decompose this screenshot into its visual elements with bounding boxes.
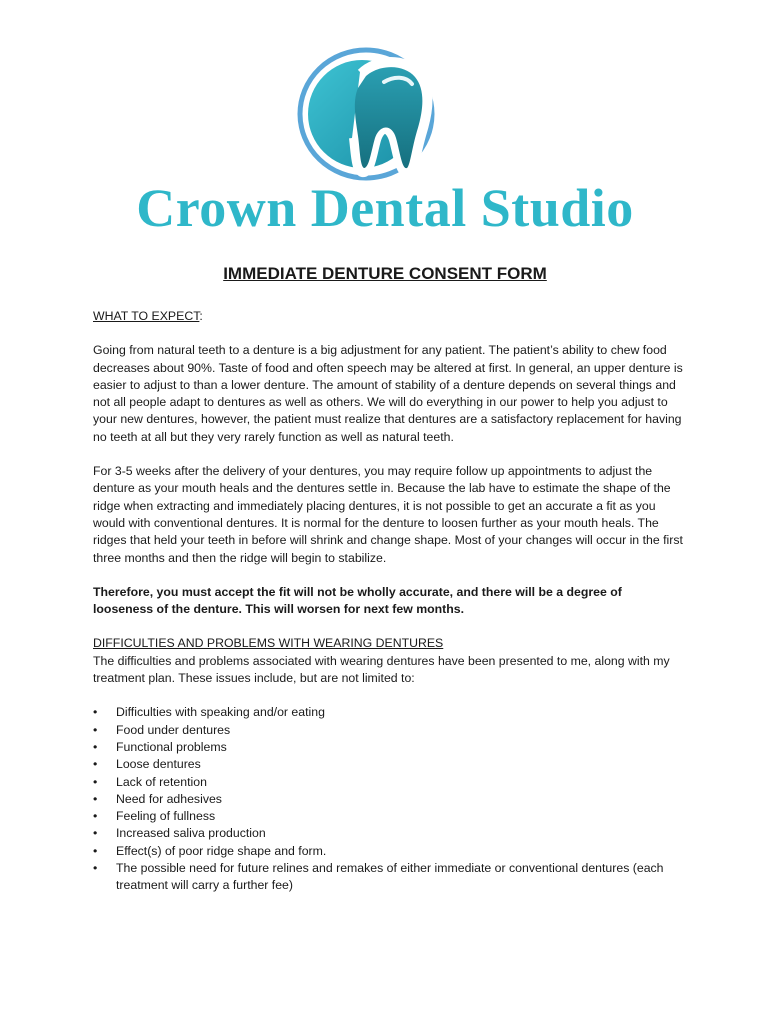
paragraph-follow-up: For 3-5 weeks after the delivery of your dentures, you may require follow up appointments to adjust the denture as your mouth heals and the dentures settle in. Because the lab have to estimate the shape of the ridge when extracting and immediately placing dentures, it is not possible to get an accurate a fit as you would with conventional dentures. It is normal for the denture to loosen further as your mouth heals. The ridges that held your teeth in before will shrink and change shape. Most of your changes will occur in the first three months and then the ridge will begin to stabilize. xyxy=(93,464,683,565)
list-item xyxy=(93,774,683,791)
list-item xyxy=(93,704,683,721)
list-item xyxy=(93,791,683,808)
issue-text: The possible need for future relines and remakes of either immediate or conventional dentures (each treatment will carry a further fee) xyxy=(116,861,664,893)
issue-text: Increased saliva production xyxy=(116,826,266,841)
issues-list xyxy=(93,704,683,894)
bullet: • xyxy=(93,739,98,754)
issue-text: Food under dentures xyxy=(116,722,231,737)
bullet: • xyxy=(93,861,98,876)
bullet: • xyxy=(93,705,98,720)
bullet: • xyxy=(93,722,98,737)
what-to-expect-label: WHAT TO EXPECT xyxy=(93,309,200,323)
paragraph-adjustment: Going from natural teeth to a denture is a big adjustment for any patient. The patient’s ability to chew food decreases about 90%. Taste of food and often speech may be altered at first. In general, an upper denture is easier to adjust to than a lower denture. The amount of stability of a denture depends on several things and not all people adapt to dentures as well as others. We will do everything in our power to help you adjust to your new dentures, however, the patient must realize that dentures are a satisfactory replacement for having no teeth at all but they very rarely function as well as natural teeth. xyxy=(93,343,683,444)
bullet: • xyxy=(93,774,98,789)
bullet: • xyxy=(93,791,98,806)
issue-text: Need for adhesives xyxy=(116,791,222,806)
form-title xyxy=(0,264,770,284)
issue-text: Functional problems xyxy=(116,739,227,754)
issue-text: Lack of retention xyxy=(116,774,207,789)
issue-text: Loose dentures xyxy=(116,757,201,772)
form-title-text: IMMEDIATE DENTURE CONSENT FORM xyxy=(223,264,547,283)
tooth-logo-icon xyxy=(288,42,450,182)
brand-name: Crown Dental Studio xyxy=(136,178,634,238)
bullet: • xyxy=(93,826,98,841)
bullet: • xyxy=(93,809,98,824)
bullet: • xyxy=(93,757,98,772)
issue-text: Feeling of fullness xyxy=(116,809,216,824)
list-item xyxy=(93,843,683,860)
fit-disclaimer: Therefore, you must accept the fit will not be wholly accurate, and there will be a degree of looseness of the denture. This will worsen for next few months. xyxy=(93,584,622,617)
list-item xyxy=(93,756,683,773)
issue-text: Difficulties with speaking and/or eating xyxy=(116,705,325,720)
issue-text: Effect(s) of poor ridge shape and form. xyxy=(116,843,327,858)
list-item xyxy=(93,739,683,756)
what-to-expect-heading xyxy=(93,308,683,325)
bullet: • xyxy=(93,843,98,858)
what-to-expect-colon: : xyxy=(199,309,203,323)
list-item xyxy=(93,825,683,842)
list-item xyxy=(93,722,683,739)
form-body xyxy=(93,308,683,895)
list-item xyxy=(93,808,683,825)
difficulties-heading: DIFFICULTIES AND PROBLEMS WITH WEARING DENTURES xyxy=(93,636,444,651)
difficulties-intro: The difficulties and problems associated with wearing dentures have been presented to me, along with my treatment plan. These issues include, but are not limited to: xyxy=(93,653,670,686)
list-item xyxy=(93,860,683,895)
